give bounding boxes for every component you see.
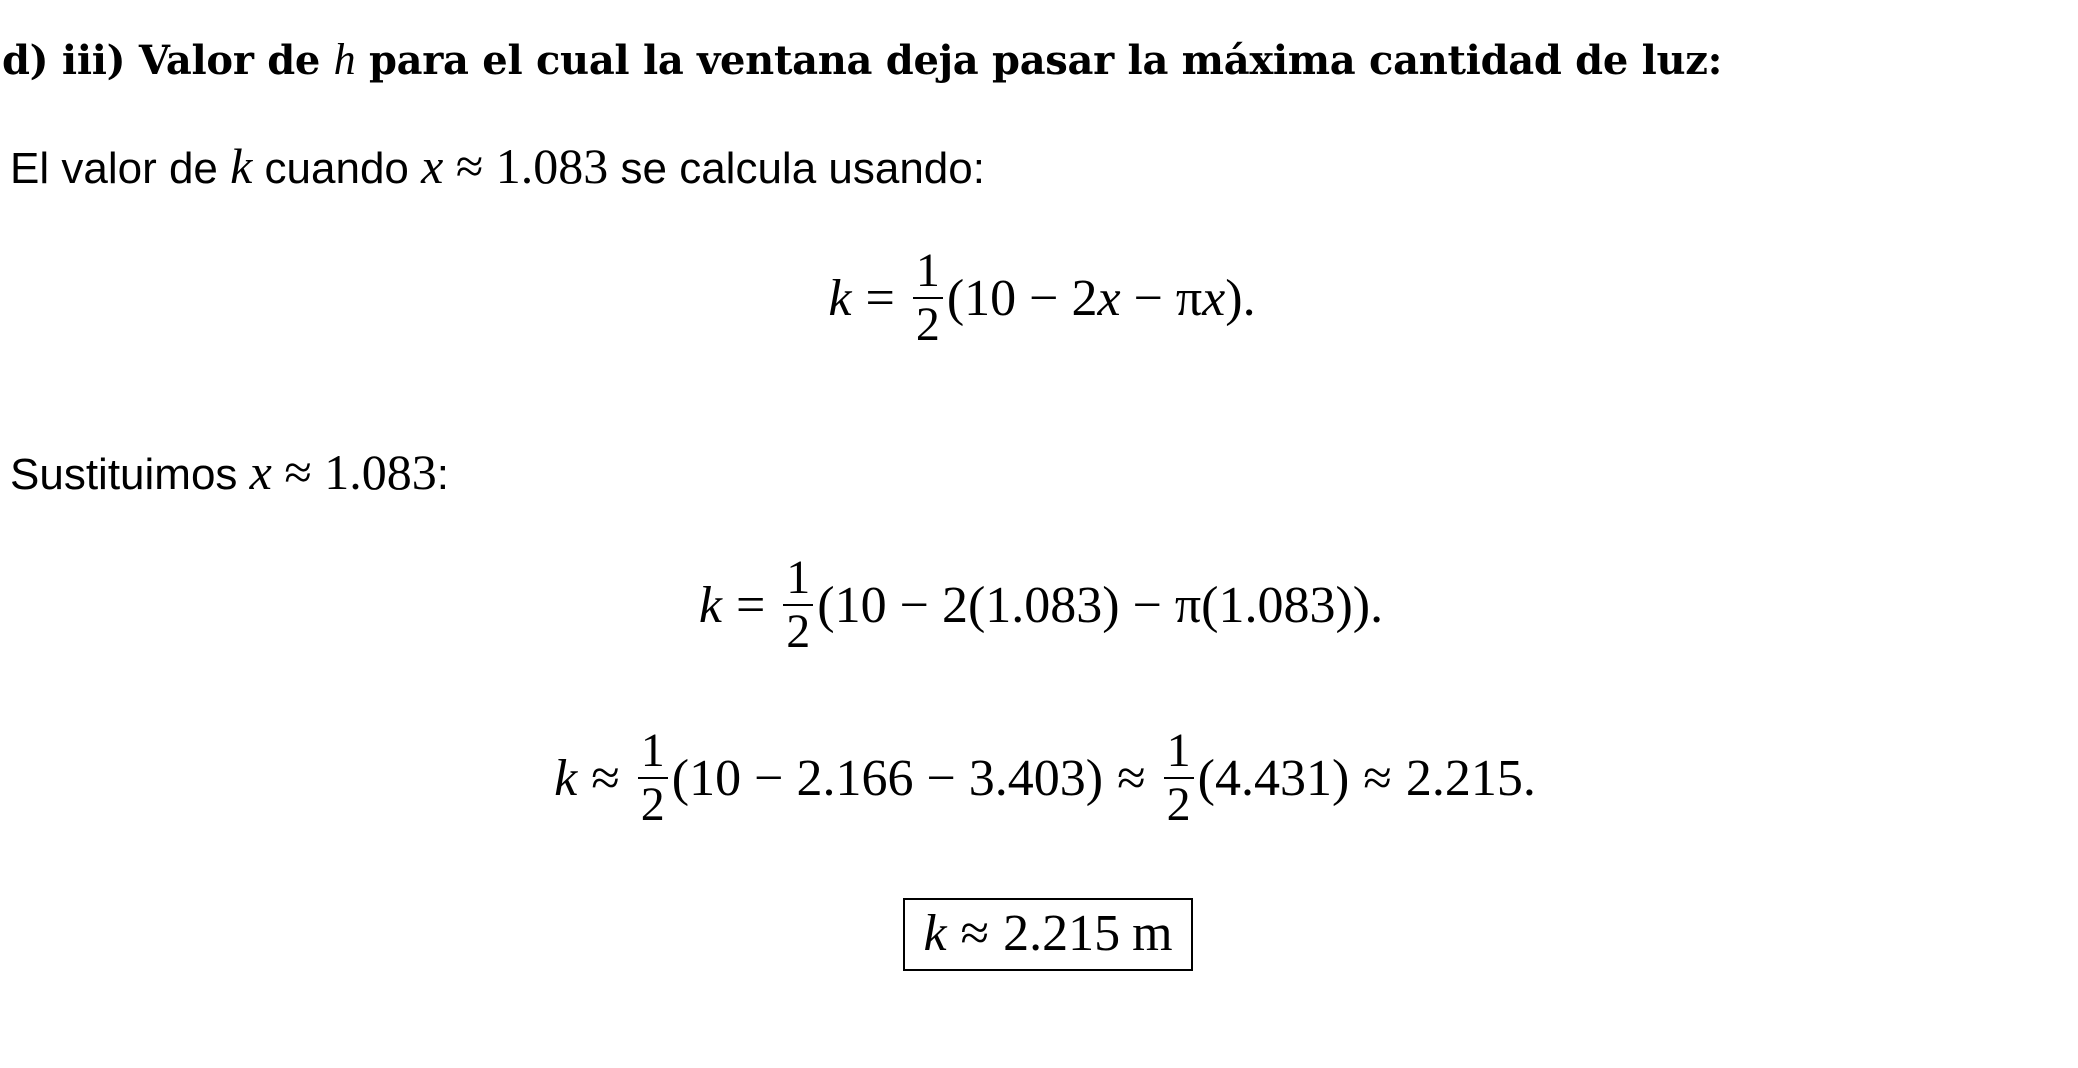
step2-body-2: (4.431)	[1197, 749, 1350, 807]
heading-prefix: d) iii) Valor de	[2, 37, 334, 84]
substitution-equation	[0, 552, 2078, 658]
final-answer	[0, 898, 2078, 971]
intro-paragraph	[10, 136, 985, 199]
answer-approx: ≈	[960, 905, 990, 962]
step1-body: (10 − 2(1.083) − π(1.083)).	[817, 576, 1384, 634]
step1-lhs-k: k	[698, 576, 722, 634]
answer-value: 2.215	[1003, 905, 1121, 962]
intro-variable-k: k	[230, 138, 253, 194]
step2-approx-3: ≈	[1363, 749, 1392, 807]
section-heading	[2, 30, 1722, 91]
step2-numerator-1: 1	[640, 724, 665, 777]
formula-numerator: 1	[915, 244, 940, 297]
formula-fraction	[913, 245, 943, 351]
step1-equals: =	[735, 576, 766, 634]
step1-numerator: 1	[786, 551, 811, 604]
substitute-variable-x: x	[249, 444, 272, 500]
step2-approx-2: ≈	[1117, 749, 1146, 807]
intro-text-2: cuando	[252, 144, 422, 193]
step1-fraction	[783, 552, 813, 658]
step2-body-1: (10 − 2.166 − 3.403)	[671, 749, 1104, 807]
step2-result: 2.215.	[1405, 749, 1536, 807]
substitute-text: Sustituimos	[10, 450, 250, 499]
substitute-colon: :	[436, 450, 450, 499]
formula-equation	[0, 245, 2078, 351]
step2-lhs-k: k	[554, 749, 578, 807]
substitute-paragraph	[10, 442, 449, 505]
intro-text-1: El valor de	[10, 144, 231, 193]
heading-suffix: para el cual la ventana deja pasar la máxima cantidad de luz:	[355, 37, 1723, 84]
substitute-x-value: 1.083	[324, 444, 437, 500]
formula-equals: =	[865, 269, 895, 327]
step2-denominator-2: 2	[1164, 777, 1194, 831]
intro-variable-x: x	[421, 138, 444, 194]
intro-approx-symbol: ≈	[443, 138, 496, 194]
heading-variable-h: h	[333, 35, 356, 84]
answer-box	[903, 898, 1192, 971]
intro-x-value: 1.083	[495, 138, 609, 194]
evaluation-equation	[0, 725, 2078, 831]
step2-fraction-1	[638, 725, 668, 831]
answer-lhs-k: k	[923, 905, 947, 962]
step2-fraction-2	[1164, 725, 1194, 831]
formula-body: (10 − 2x − πx).	[946, 269, 1256, 327]
intro-text-3: se calcula usando:	[608, 144, 985, 193]
step2-approx-1: ≈	[591, 749, 620, 807]
step1-denominator: 2	[783, 604, 813, 658]
substitute-approx-symbol: ≈	[271, 444, 325, 500]
step2-numerator-2: 1	[1166, 724, 1191, 777]
formula-lhs-k: k	[828, 269, 852, 327]
formula-denominator: 2	[913, 297, 943, 351]
answer-unit: m	[1132, 905, 1173, 962]
step2-denominator-1: 2	[638, 777, 668, 831]
